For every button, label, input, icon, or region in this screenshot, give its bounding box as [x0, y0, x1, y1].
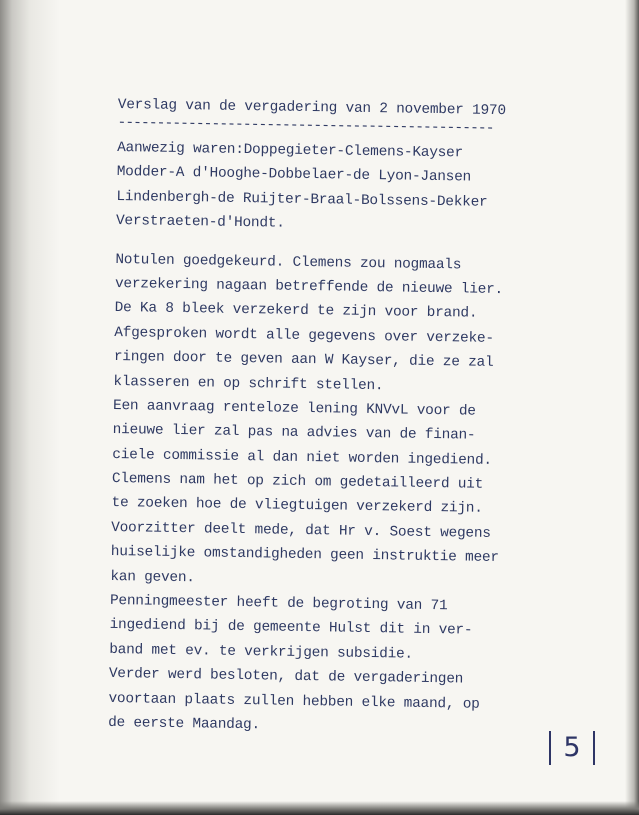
- body-line: klasseren en op schrift stellen.: [113, 373, 384, 394]
- body-line: ringen door te geven aan W Kayser, die ze zal: [113, 349, 494, 372]
- page-binding-shadow: [0, 0, 60, 815]
- page-right-edge: [625, 0, 639, 815]
- body-line: verzekering nagaan betreffende de nieuwe lier.: [114, 275, 504, 299]
- body-line: nieuwe lier zal pas na advies van de finan-: [112, 422, 476, 444]
- document-title: Verslag van de vergadering van 2 november 1970: [117, 96, 506, 120]
- body-line: kan geven.: [110, 568, 195, 586]
- title-separator: ------------------------------------------------: [117, 114, 494, 137]
- body-line: Clemens nam het op zich om gedetailleerd uit: [111, 471, 484, 493]
- body-line: Een aanvraag renteloze lening KNVvL voor de: [112, 397, 476, 420]
- body-line: Voorzitter deelt mede, dat Hr v. Soest wegens: [111, 519, 491, 542]
- body-line: Afgesproken wordt alle gegevens over verzeke-: [114, 324, 494, 347]
- body-line: Penningmeester heeft de begroting van 71: [109, 592, 448, 615]
- body-line: De Ka 8 bleek verzekerd te zijn voor brand.: [114, 300, 478, 323]
- typewritten-text-block: [108, 94, 618, 743]
- body-line: band met ev. te verkrijgen subsidie.: [109, 641, 414, 663]
- page-bottom-edge: [0, 801, 639, 815]
- attendance-line: Modder-A d'Hooghe-Dobbelaer-de Lyon-Jansen: [116, 164, 472, 186]
- attendance-line: Lindenbergh-de Ruijter-Braal-Bolssens-Dekker: [116, 188, 488, 211]
- body-line: voortaan plaats zullen hebben elke maand, op: [108, 690, 480, 713]
- body-line: Notulen goedgekeurd. Clemens zou nogmaals: [115, 251, 462, 273]
- body-line: ingediend bij de gemeente Hulst dit in ver-: [109, 617, 473, 640]
- body-line: de eerste Maandag.: [107, 714, 261, 734]
- body-line: ciele commissie al dan niet worden ingediend.: [112, 446, 493, 469]
- body-line: huiselijke omstandigheden geen instruktie meer: [110, 544, 499, 567]
- attendance-line: Aanwezig waren:Doppegieter-Clemens-Kayser: [117, 139, 464, 162]
- body-line: Verder werd besloten, dat de vergaderingen: [108, 666, 464, 688]
- attendance-line: Verstraeten-d'Hondt.: [115, 213, 285, 232]
- page-number: 5: [549, 731, 595, 765]
- body-line: te zoeken hoe de vliegtuigen verzekerd zijn.: [111, 495, 483, 518]
